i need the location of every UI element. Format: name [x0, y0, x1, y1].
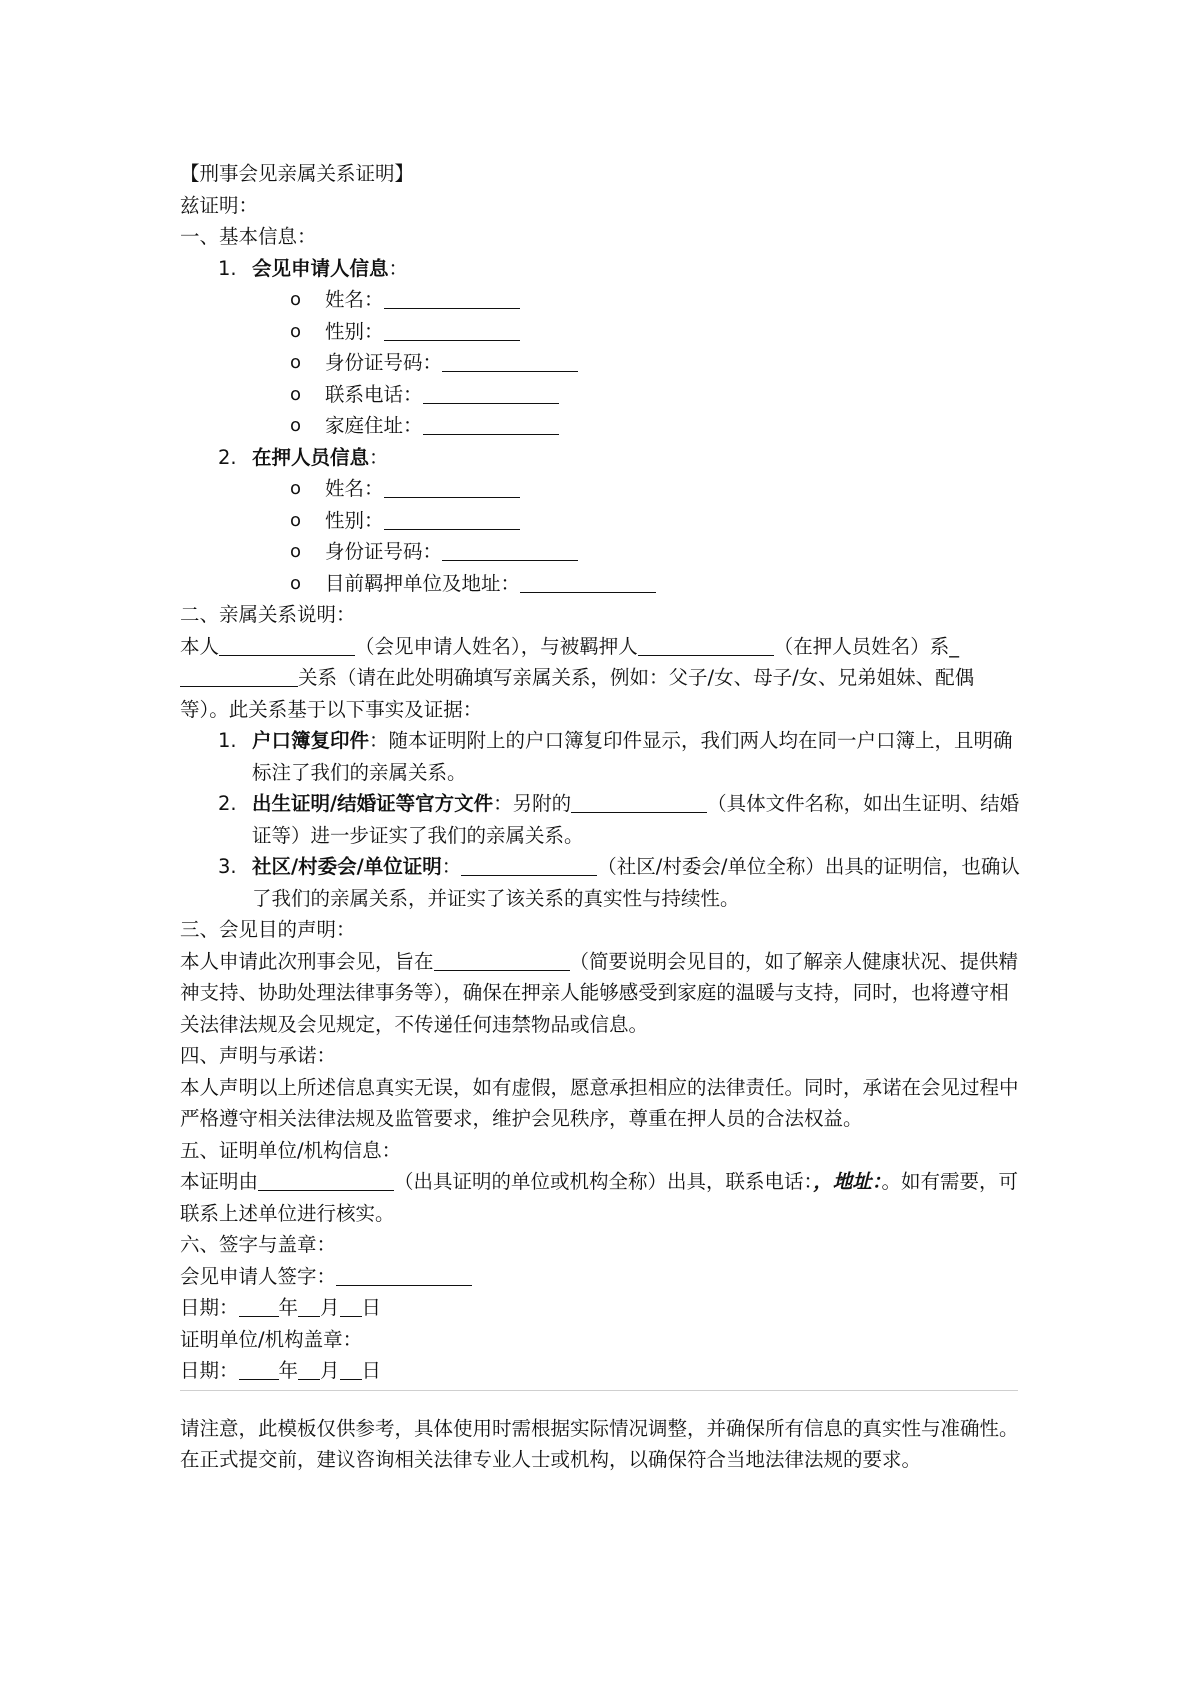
address-label: ，地址：: [813, 1170, 882, 1193]
bullet: o: [290, 289, 302, 310]
text: 会见申请人签字：: [180, 1264, 337, 1288]
bullet: o: [290, 320, 302, 342]
document-body: [180, 158, 1020, 1476]
section1-heading: 一、基本信息：: [180, 225, 317, 248]
issuer-paragraph: [180, 1166, 1020, 1229]
day-blank[interactable]: [340, 1357, 362, 1380]
year-blank[interactable]: [239, 1357, 279, 1380]
detainee-info-item: [180, 442, 1020, 474]
bullet: o: [290, 509, 302, 531]
bullet: o: [290, 572, 302, 594]
blank-line[interactable]: [258, 1168, 394, 1191]
colon: ：: [369, 445, 389, 469]
applicant-date-line: [180, 1292, 1020, 1324]
detainee-info-list: [180, 442, 1020, 474]
evidence-list: [180, 725, 1020, 914]
evidence-item-community: [180, 851, 1020, 914]
blank-line[interactable]: [434, 948, 570, 971]
list-number: 2.: [218, 792, 237, 815]
blank-line[interactable]: [384, 286, 520, 309]
colon: ：: [388, 256, 409, 280]
field-label: 身份证号码：: [325, 351, 443, 374]
detainee-fields: [180, 473, 1020, 599]
bullet: o: [290, 352, 302, 373]
list-number: 2.: [218, 445, 237, 469]
section3-heading: 三、会见目的声明：: [180, 918, 356, 941]
detainee-id-field: [180, 536, 1020, 568]
detainee-facility-field: [180, 568, 1020, 600]
note-paragraph: 请注意，此模板仅供参考，具体使用时需根据实际情况调整，并确保所有信息的真实性与准确性。在正式提交前，建议咨询相关法律专业人士或机构，以确保符合当地法律法规的要求。: [180, 1416, 1019, 1471]
detainee-gender-field: [180, 505, 1020, 537]
applicant-info-item: [180, 253, 1020, 285]
field-label: 联系电话：: [325, 382, 423, 406]
intro-text: 兹证明：: [180, 193, 259, 217]
text: （简要说明会见目的，如了解亲人健康状况、提供精神支持、协助处理法律事务等），确保在押亲人能够感受到家庭的温暖与支持，同时，也将遵守相关法律法规及会见规定，不传递任何违禁物品或信息。: [180, 949, 1019, 1036]
evidence-label: 社区/村委会/单位证明: [252, 855, 442, 878]
text: （出具证明的单位或机构全称）出具，联系电话：: [394, 1170, 814, 1193]
field-label: 姓名：: [325, 288, 384, 311]
basic-info-list: [180, 253, 1020, 285]
text: 年: [278, 1359, 299, 1382]
blank-line[interactable]: [219, 633, 355, 656]
text: 本人: [180, 634, 220, 658]
stamp-date-line: [180, 1355, 1020, 1387]
applicant-signature-line: [180, 1261, 1020, 1293]
applicant-phone-field: [180, 379, 1020, 411]
evidence-item-official: [180, 788, 1020, 851]
blank-line[interactable]: [423, 412, 559, 435]
field-label: 目前羁押单位及地址：: [325, 571, 521, 595]
evidence-text: （具体文件名称，如出生证明、结婚证等）进一步证实了我们的亲属关系。: [252, 792, 1020, 847]
evidence-text: ：随本证明附上的户口簿复印件显示，我们两人均在同一户口簿上，且明确标注了我们的亲属关系。: [252, 729, 1013, 784]
purpose-paragraph: [180, 946, 1020, 1041]
stamp-line: 证明单位/机构盖章：: [180, 1327, 363, 1351]
month-blank[interactable]: [298, 1357, 320, 1380]
text: 本人申请此次刑事会见，旨在: [180, 949, 434, 973]
bullet: o: [290, 478, 302, 499]
declaration-paragraph: 本人声明以上所述信息真实无误，如有虚假，愿意承担相应的法律责任。同时，承诺在会见过程中严格遵守相关法律法规及监管要求，维护会见秩序，尊重在押人员的合法权益。: [180, 1075, 1019, 1130]
text: ：: [441, 855, 462, 878]
applicant-info-label: 会见申请人信息: [252, 256, 389, 280]
month-blank[interactable]: [298, 1294, 320, 1317]
detainee-info-label: 在押人员信息: [252, 445, 370, 469]
blank-line[interactable]: [638, 633, 774, 656]
blank-line[interactable]: [384, 318, 520, 341]
section5-heading: 五、证明单位/机构信息：: [180, 1138, 402, 1162]
text: 日期：: [180, 1359, 239, 1382]
year-blank[interactable]: [239, 1294, 279, 1317]
evidence-label: 出生证明/结婚证等官方文件: [252, 792, 494, 815]
blank-line[interactable]: [384, 507, 520, 530]
field-label: 姓名：: [325, 477, 384, 500]
blank-line[interactable]: [442, 538, 578, 561]
applicant-gender-field: [180, 316, 1020, 348]
field-label: 性别：: [325, 508, 384, 532]
field-label: 性别：: [325, 319, 384, 343]
blank-line[interactable]: [180, 664, 298, 687]
text: ：另附的: [493, 792, 572, 815]
divider: [180, 1390, 1018, 1391]
text: （会见申请人姓名），与被羁押人: [355, 634, 638, 658]
bullet: o: [290, 415, 302, 436]
text: （在押人员姓名）系_: [773, 634, 960, 658]
applicant-id-field: [180, 347, 1020, 379]
text: 。如有需要，可联系上述单位进行核实。: [180, 1170, 1019, 1225]
text: 日: [361, 1359, 382, 1382]
bullet: o: [290, 541, 302, 562]
blank-line[interactable]: [520, 570, 656, 593]
blank-line[interactable]: [461, 853, 597, 876]
list-number: 1.: [218, 729, 237, 752]
text: 关系（请在此处明确填写亲属关系，例如：父子/女、母子/女、兄弟姐妹、配偶等）。此关系基于以下事实及证据：: [180, 666, 975, 721]
text: 月: [320, 1296, 340, 1319]
field-label: 家庭住址：: [325, 414, 423, 437]
document-title: 【刑事会见亲属关系证明】: [180, 162, 415, 185]
text: 日期：: [180, 1296, 239, 1319]
applicant-address-field: [180, 410, 1020, 442]
relationship-paragraph: [180, 631, 1020, 726]
field-label: 身份证号码：: [325, 540, 443, 563]
list-number: 1.: [218, 256, 237, 280]
evidence-item-household: [180, 725, 1020, 788]
evidence-label: 户口簿复印件: [252, 729, 370, 752]
blank-line[interactable]: [423, 381, 559, 404]
blank-line[interactable]: [442, 349, 578, 372]
signature-blank[interactable]: [336, 1263, 472, 1286]
section2-heading: 二、亲属关系说明：: [180, 603, 356, 626]
section6-heading: 六、签字与盖章：: [180, 1233, 337, 1256]
list-number: 3.: [218, 855, 237, 878]
blank-line[interactable]: [384, 475, 520, 498]
text: 本证明由: [180, 1170, 259, 1193]
evidence-text: （社区/村委会/单位全称）出具的证明信，也确认了我们的亲属关系，并证实了该关系的真实性与持续性。: [252, 855, 1020, 910]
text: 日: [361, 1296, 382, 1319]
day-blank[interactable]: [340, 1294, 362, 1317]
text: 年: [278, 1296, 299, 1319]
applicant-fields: [180, 284, 1020, 442]
text: 月: [320, 1359, 340, 1382]
detainee-name-field: [180, 473, 1020, 505]
blank-line[interactable]: [571, 790, 707, 813]
section4-heading: 四、声明与承诺：: [180, 1044, 337, 1067]
applicant-name-field: [180, 284, 1020, 316]
bullet: o: [290, 383, 302, 405]
